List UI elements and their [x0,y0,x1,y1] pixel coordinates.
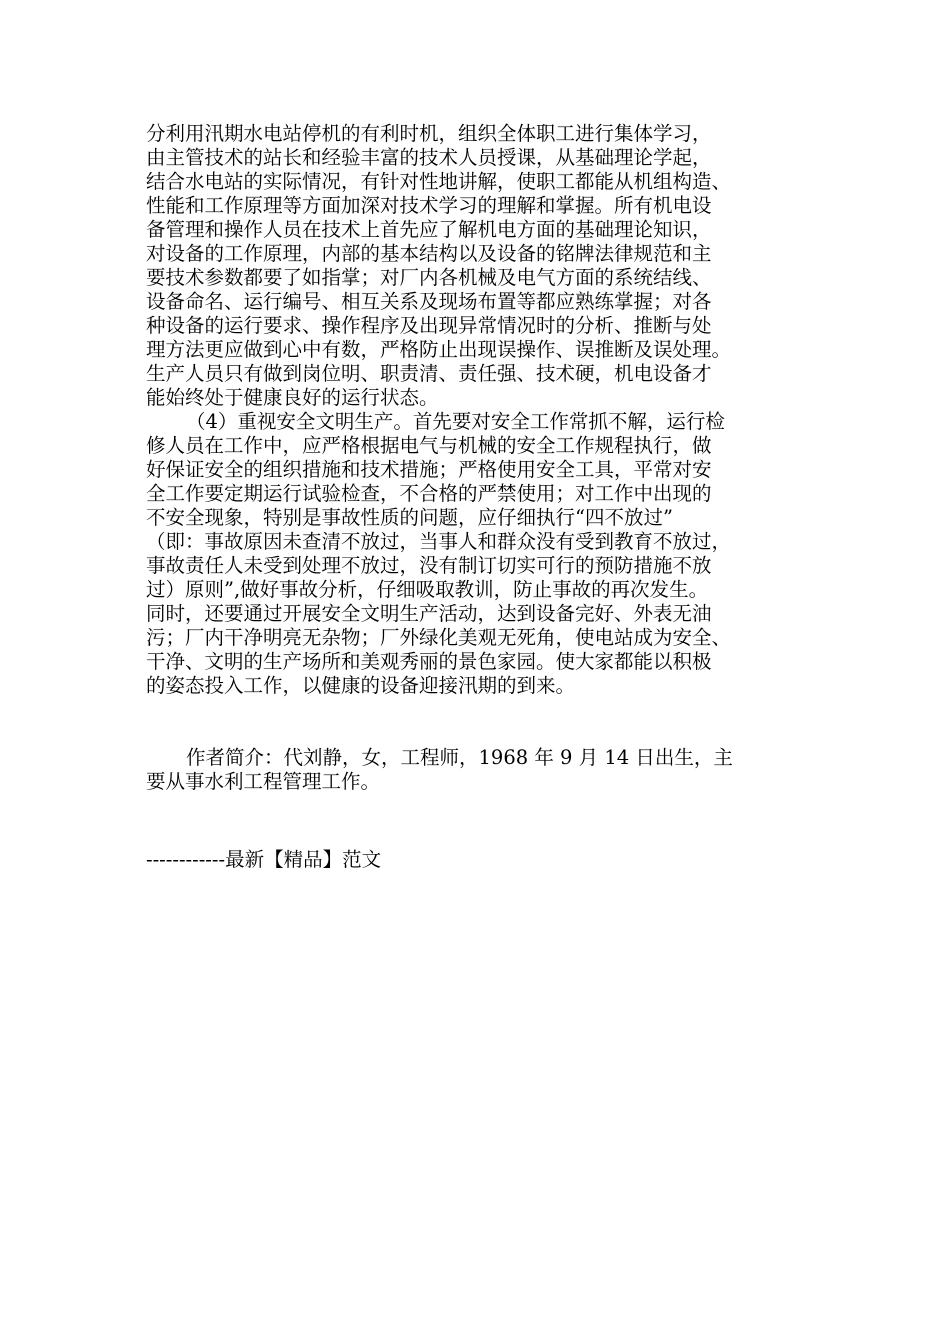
text-line: 由主管技术的站长和经验丰富的技术人员授课，从基础理论学起， [146,146,712,169]
text-line: 的姿态投入工作，以健康的设备迎接汛期的到来。 [146,674,576,697]
text-line: 要技术参数都要了如指掌；对厂内各机械及电气方面的系统结线、 [146,266,712,289]
text-line: 对设备的工作原理，内部的基本结构以及设备的铭牌法律规范和主 [146,242,712,265]
text-line: 事故责任人未受到处理不放过，没有制订切实可行的预防措施不放 [146,554,712,577]
text-line: 同时，还要通过开展安全文明生产活动，达到设备完好、外表无油 [146,602,712,625]
footer-text: ------------最新【精品】范文 [146,848,382,871]
text-line: 理方法更应做到心中有数，严格防止出现误操作、误推断及误处理。 [146,338,732,361]
text-line: 生产人员只有做到岗位明、职责清、责任强、技术硬，机电设备才 [146,362,712,385]
text-line: 性能和工作原理等方面加深对技术学习的理解和掌握。所有机电设 [146,194,712,217]
text-line: 干净、文明的生产场所和美观秀丽的景色家园。使大家都能以积极 [146,650,712,673]
text-line: 设备命名、运行编号、相互关系及现场布置等都应熟练掌握；对各 [146,290,712,313]
text-line: 不安全现象，特别是事故性质的问题，应仔细执行“四不放过” [146,506,673,529]
text-line: （即：事故原因未查清不放过，当事人和群众没有受到教育不放过， [146,530,732,553]
text-line: 修人员在工作中，应严格根据电气与机械的安全工作规程执行，做 [146,434,712,457]
text-line: 要从事水利工程管理工作。 [146,770,381,793]
text-line: 能始终处于健康良好的运行状态。 [146,386,439,409]
text-line: 好保证安全的组织措施和技术措施；严格使用安全工具，平常对安 [146,458,712,481]
text-line: 作者简介：代刘静，女，工程师，1968 年 9 月 14 日出生，主 [186,746,733,769]
text-line: 种设备的运行要求、操作程序及出现异常情况时的分析、推断与处 [146,314,712,337]
text-line: 结合水电站的实际情况，有针对性地讲解，使职工都能从机组构造、 [146,170,732,193]
text-line: 全工作要定期运行试验检查，不合格的严禁使用；对工作中出现的 [146,482,712,505]
text-line: （4）重视安全文明生产。首先要对安全工作常抓不解，运行检 [186,410,725,433]
text-line: 备管理和操作人员在技术上首先应了解机电方面的基础理论知识， [146,218,712,241]
text-line: 过）原则”,做好事故分析，仔细吸取教训，防止事故的再次发生。 [146,578,709,601]
text-line: 分利用汛期水电站停机的有利时机，组织全体职工进行集体学习， [146,122,712,145]
text-line: 污；厂内干净明亮无杂物；厂外绿化美观无死角，使电站成为安全、 [146,626,732,649]
